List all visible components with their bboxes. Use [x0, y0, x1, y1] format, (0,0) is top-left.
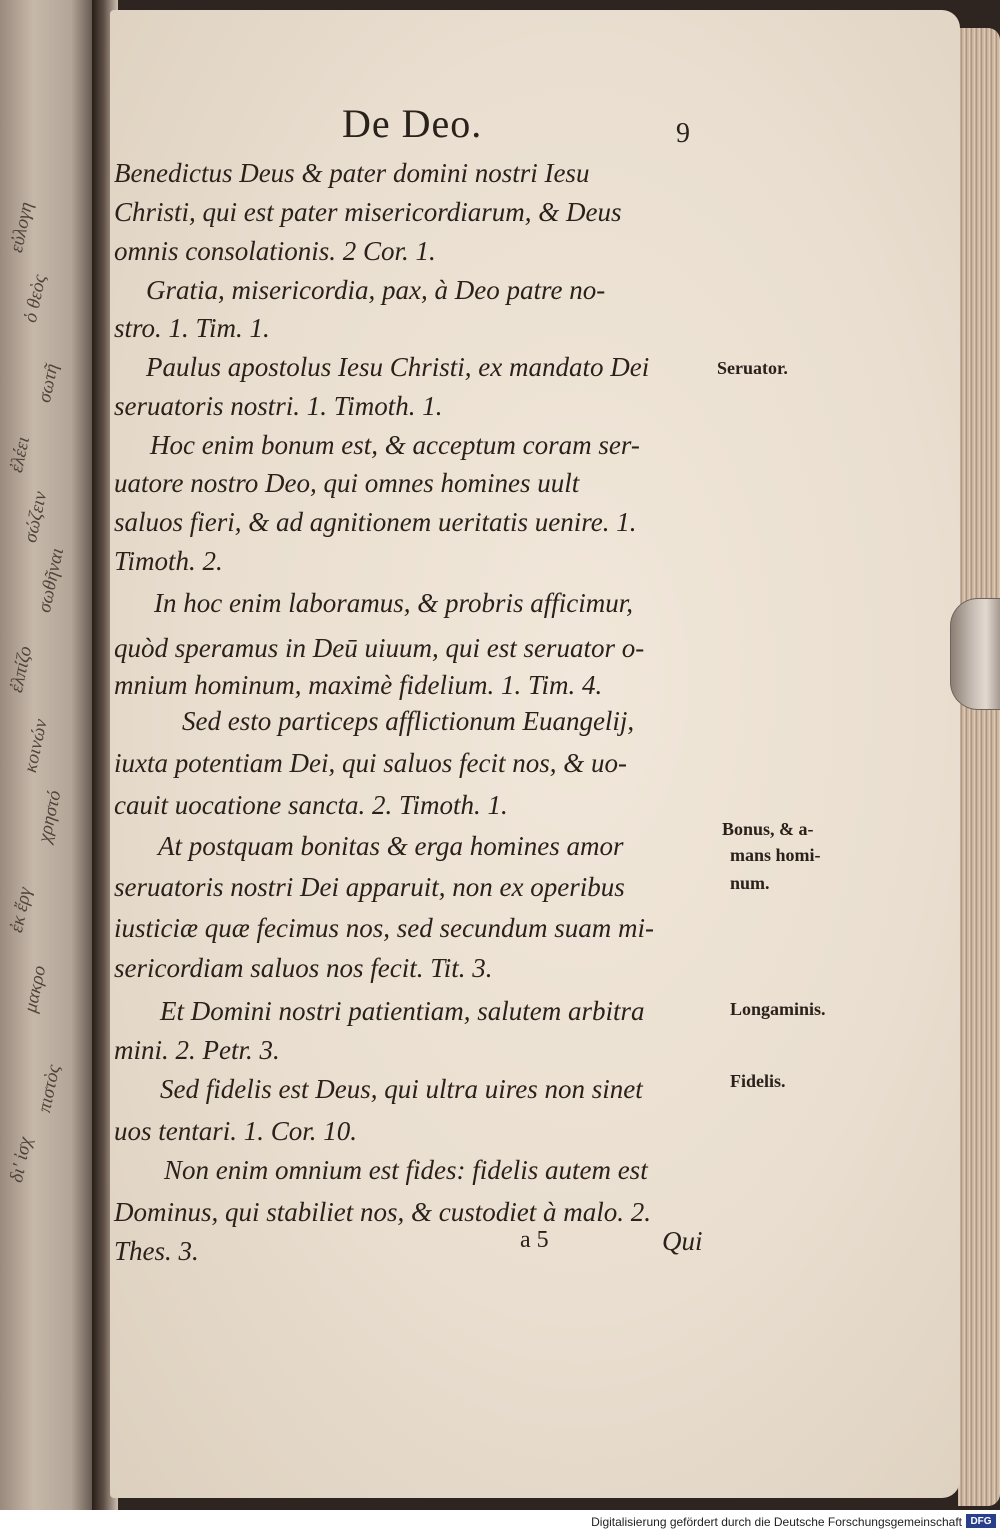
footer-credit: Digitalisierung gefördert durch die Deutsche Forschungsgemeinschaft: [591, 1515, 962, 1529]
text-line: uos tentari. 1. Cor. 10.: [114, 1115, 358, 1146]
text-line: mnium hominum, maximè fidelium. 1. Tim. 4.: [114, 669, 603, 700]
text-line: saluos fieri, & ad agnitionem ueritatis uenire. 1.: [114, 506, 637, 537]
facing-page-fragment: ἐλέει: [6, 434, 35, 475]
text-line: Gratia, misericordia, pax, à Deo patre no-: [146, 274, 606, 305]
text-line: In hoc enim laboramus, & probris afficimur,: [154, 587, 633, 618]
text-line: quòd speramus in Deū uiuum, qui est seruator o-: [114, 632, 645, 663]
facing-page-fragment: ἐκ ἔργ: [6, 885, 36, 935]
text-line: Sed fidelis est Deus, qui ultra uires non sinet: [160, 1073, 643, 1104]
facing-page-text: [0, 0, 95, 1510]
text-line: iusticiæ quæ fecimus nos, sed secundum suam mi-: [114, 912, 654, 943]
text-line: seruatoris nostri. 1. Timoth. 1.: [114, 390, 443, 421]
text-line: Hoc enim bonum est, & acceptum coram ser-: [150, 429, 640, 460]
text-line: mini. 2. Petr. 3.: [114, 1034, 280, 1065]
text-line: Christi, qui est pater misericordiarum, & Deus: [114, 196, 622, 227]
facing-page-fragment: εὐλογη: [6, 200, 38, 255]
facing-page-fragment: ὁ θεὸς: [20, 272, 51, 325]
facing-page-fragment: μακρο: [20, 963, 51, 1015]
margin-gloss: Longaminis.: [730, 999, 826, 1019]
page-block-edge: [958, 28, 1000, 1506]
text-line: Thes. 3.: [114, 1235, 199, 1266]
text-line: sericordiam saluos nos fecit. Tit. 3.: [114, 952, 493, 983]
text-line: Sed esto particeps afflictionum Euangelij,: [182, 705, 635, 736]
text-line: Dominus, qui stabiliet nos, & custodiet à malo. 2.: [114, 1196, 651, 1227]
facing-page-fragment: χρηστό: [34, 788, 66, 845]
signature-mark: a 5: [520, 1227, 549, 1253]
facing-page-fragment: σωθῆναι: [34, 546, 69, 615]
text-line: Paulus apostolus Iesu Christi, ex mandato Dei: [146, 351, 650, 382]
text-line: At postquam bonitas & erga homines amor: [158, 830, 624, 861]
facing-page-fragment: σώζειν: [20, 489, 52, 545]
text-line: omnis consolationis. 2 Cor. 1.: [114, 235, 436, 266]
margin-gloss: Seruator.: [717, 358, 788, 378]
text-line: Benedictus Deus & pater domini nostri Iesu: [114, 157, 590, 188]
facing-page-fragment: σωτῆ: [34, 361, 63, 405]
page-number: 9: [676, 118, 690, 149]
facing-page-fragment: δι' ἰσχ: [6, 1135, 37, 1185]
facing-page-fragment: πιστὸς: [34, 1062, 65, 1115]
text-line: cauit uocatione sancta. 2. Timoth. 1.: [114, 789, 508, 820]
running-head: De Deo.: [342, 101, 483, 146]
facing-page-fragment: ἐλπίζο: [6, 644, 37, 695]
text-line: stro. 1. Tim. 1.: [114, 312, 270, 343]
text-line: Timoth. 2.: [114, 545, 223, 576]
text-line: Non enim omnium est fides: fidelis autem est: [164, 1154, 648, 1185]
catchword: Qui: [662, 1226, 703, 1256]
text-line: Et Domini nostri patientiam, salutem arbitra: [160, 995, 645, 1026]
text-line: seruatoris nostri Dei apparuit, non ex operibus: [114, 871, 625, 902]
digitization-footer: [0, 1510, 1000, 1533]
dfg-logo: DFG: [966, 1514, 996, 1528]
margin-gloss: Fidelis.: [730, 1071, 786, 1091]
text-line: uatore nostro Deo, qui omnes homines uult: [114, 467, 580, 498]
book-clamp: [950, 598, 1000, 710]
margin-gloss: Bonus, & a-: [722, 819, 814, 839]
margin-gloss: mans homi-: [730, 845, 821, 865]
text-line: iuxta potentiam Dei, qui saluos fecit nos, & uo-: [114, 747, 627, 778]
margin-gloss: num.: [730, 873, 770, 893]
facing-page-fragment: κοινών: [20, 717, 52, 775]
